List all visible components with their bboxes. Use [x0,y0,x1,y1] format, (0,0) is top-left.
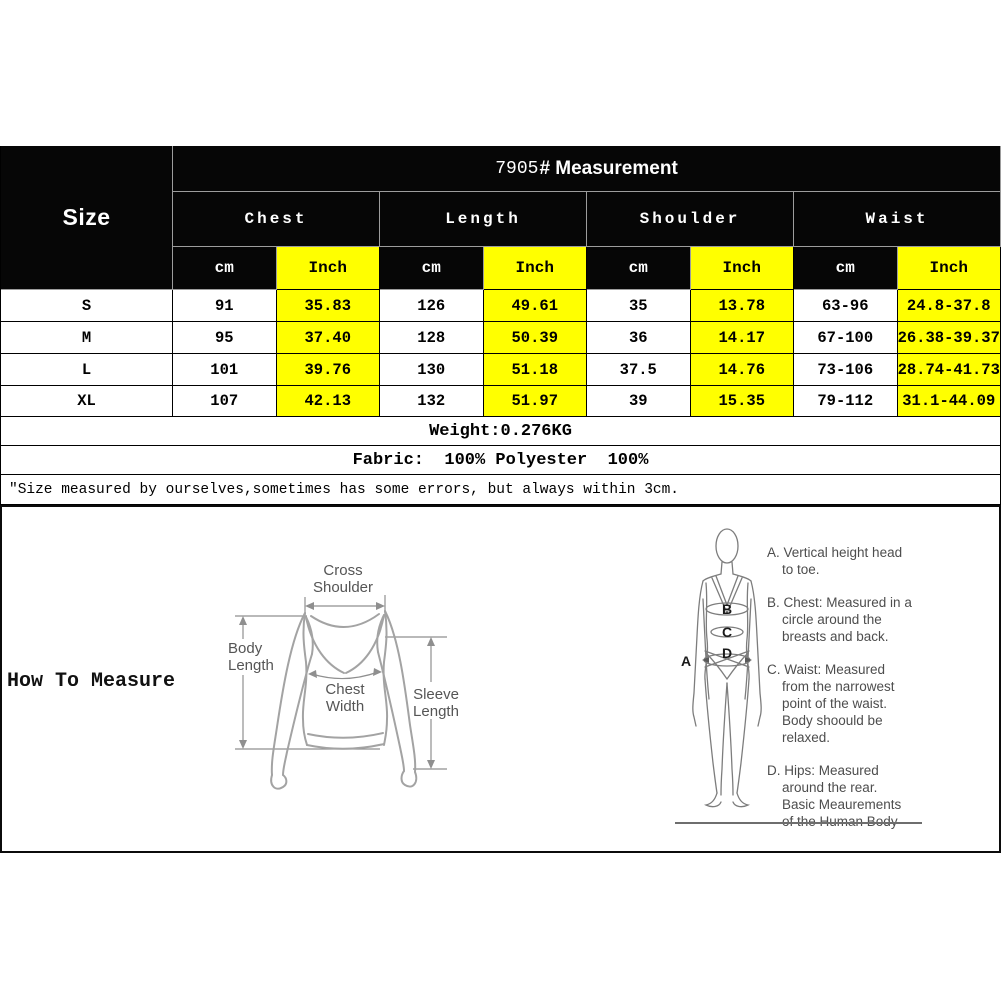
table-cell: 15.35 [691,386,795,417]
table-cell: 107 [173,386,277,417]
table-cell: 132 [380,386,484,417]
table-cell: 26.38-39.37 [898,322,1001,354]
table-cell: 31.1-44.09 [898,386,1001,417]
table-cell: 73-106 [794,354,898,386]
body-figure-sketch [693,529,761,807]
disclaimer-row: ″Size measured by ourselves,sometimes has some errors, but always within 3cm. [1,475,1001,505]
table-cell: 35 [587,290,691,322]
body-length-label-line1: Body [228,640,263,657]
unit-header-cm: cm [587,247,691,290]
unit-header-cm: cm [380,247,484,290]
sleeve-length-label-line2: Length [413,703,459,720]
unit-header-inch: Inch [691,247,795,290]
how-to-measure-heading: How To Measure [7,670,176,693]
measure-notes [767,528,977,846]
table-cell: 37.40 [277,322,381,354]
chest-width-label-line2: Width [325,698,365,715]
note-line: from the narrowest [782,679,895,694]
how-to-measure-panel [0,505,1001,853]
unit-header-cm: cm [794,247,898,290]
note-line: of the Human Body [782,814,898,829]
table-cell: 39 [587,386,691,417]
unit-header-cm: cm [173,247,277,290]
table-cell: 51.97 [484,386,588,417]
table-cell: 49.61 [484,290,588,322]
marker-a: A [680,653,692,669]
marker-b: B [721,601,733,617]
table-cell: 50.39 [484,322,588,354]
unit-header-inch: Inch [898,247,1001,290]
note-line: point of the waist. [782,696,888,711]
table-cell: 101 [173,354,277,386]
marker-d: D [721,645,733,661]
table-cell: 79-112 [794,386,898,417]
column-group-waist: Waist [794,192,1001,247]
table-title [173,146,1001,192]
note-line: A. Vertical height head [767,545,903,560]
size-label: L [1,354,173,386]
table-cell: 67-100 [794,322,898,354]
size-label: S [1,290,173,322]
table-cell: 39.76 [277,354,381,386]
size-chart-table [0,146,1001,505]
note-line: D. Hips: Measured [767,763,879,778]
table-cell: 14.17 [691,322,795,354]
table-cell: 95 [173,322,277,354]
body-length-label-line2: Length [228,657,274,674]
table-cell: 13.78 [691,290,795,322]
table-cell: 63-96 [794,290,898,322]
cross-shoulder-label-line1: Cross [323,562,363,579]
note-line: around the rear. [782,780,878,795]
table-cell: 91 [173,290,277,322]
note-line: Body shoould be [782,713,883,728]
table-cell: 28.74-41.73 [898,354,1001,386]
marker-c: C [721,624,733,640]
garment-measure-diagram [195,547,475,809]
note-line: circle around the [782,612,882,627]
note-line: Basic Meaurements [782,797,902,812]
column-group-chest: Chest [173,192,380,247]
note-line: B. Chest: Measured in a [767,595,912,610]
note-line: to toe. [782,562,820,577]
note-line: C. Waist: Measured [767,662,886,677]
table-cell: 36 [587,322,691,354]
model-number: 7905 [495,158,539,179]
unit-header-inch: Inch [277,247,381,290]
table-title-text: # Measurement [539,157,678,179]
table-cell: 42.13 [277,386,381,417]
note-line: relaxed. [782,730,831,745]
table-cell: 24.8-37.8 [898,290,1001,322]
column-group-length: Length [380,192,587,247]
table-cell: 35.83 [277,290,381,322]
size-label: XL [1,386,173,417]
table-cell: 130 [380,354,484,386]
table-cell: 128 [380,322,484,354]
table-cell: 51.18 [484,354,588,386]
figure-baseline-rule [675,822,922,824]
size-label: M [1,322,173,354]
chest-width-label-line1: Chest [325,681,365,698]
weight-row: Weight:0.276KG [1,417,1001,446]
table-cell: 14.76 [691,354,795,386]
size-header-cell: Size [1,146,173,290]
fabric-row: Fabric: 100% Polyester 100% [1,446,1001,475]
unit-header-inch: Inch [484,247,588,290]
sleeve-length-label-line1: Sleeve [413,686,459,703]
note-line: breasts and back. [782,629,889,644]
column-group-shoulder: Shoulder [587,192,794,247]
cross-shoulder-label-line2: Shoulder [312,579,374,596]
body-figure-diagram [668,521,778,816]
table-cell: 126 [380,290,484,322]
table-cell: 37.5 [587,354,691,386]
